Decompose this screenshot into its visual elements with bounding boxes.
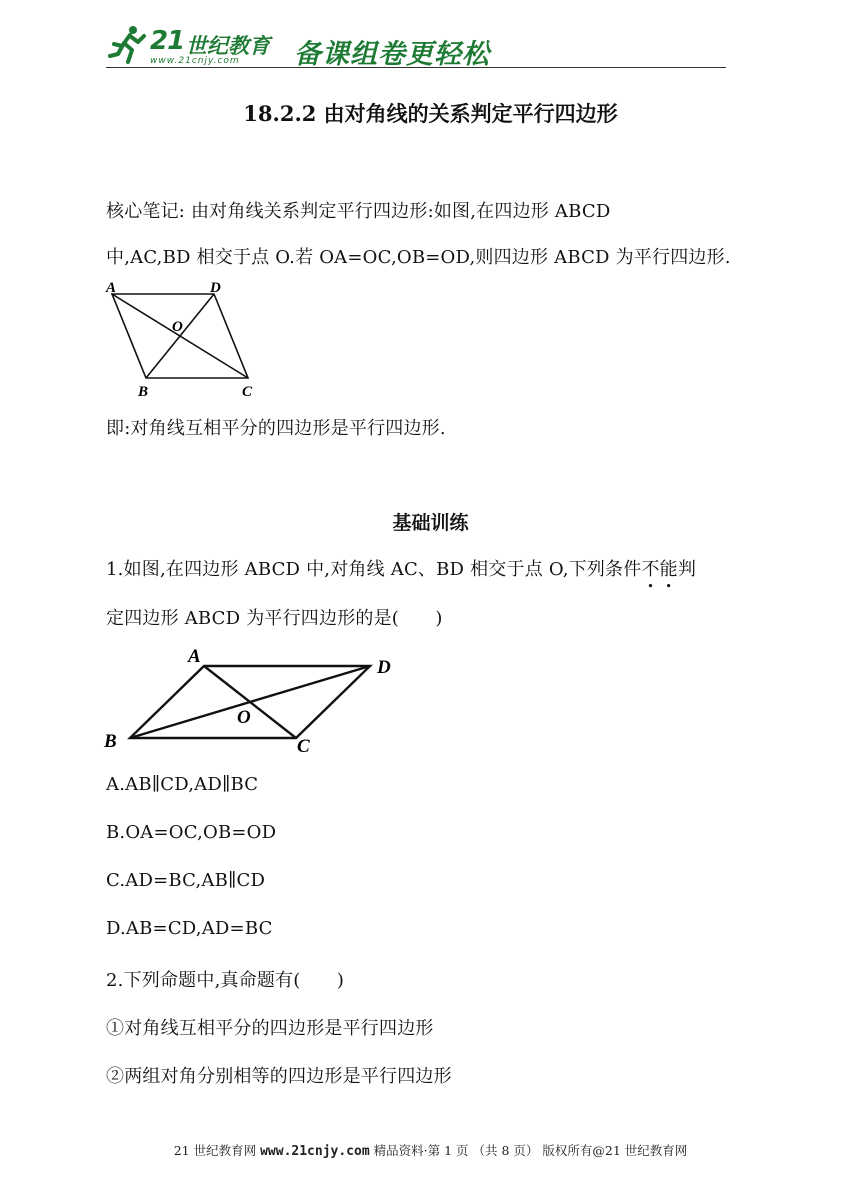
note-line-1: 核心笔记: 由对角线关系判定平行四边形:如图,在四边形 ABCD (106, 201, 611, 222)
q1-emphasis-neng: 能 (659, 559, 678, 580)
header-divider (106, 67, 726, 68)
q1-stem-line-2: 定四边形 ABCD 为平行四边形的是( ) (106, 608, 443, 629)
footer-site: 21 世纪教育网 (173, 1143, 257, 1158)
figure-parallelogram-2 (100, 640, 410, 760)
q1-stem-tail: 判 (677, 559, 697, 580)
note-conclusion: 即:对角线互相平分的四边形是平行四边形. (106, 418, 446, 439)
page-title: 18.2.2 由对角线的关系判定平行四边形 (243, 101, 618, 126)
fig2-label-d: D (377, 657, 391, 678)
q1-option-d: D.AB=CD,AD=BC (106, 918, 273, 939)
note-line-2: 中,AC,BD 相交于点 O.若 OA=OC,OB=OD,则四边形 ABCD 为平行四边形. (106, 247, 731, 268)
fig2-label-b: B (104, 731, 117, 752)
q1-emphasis-bu: 不 (641, 559, 660, 580)
fig1-label-c: C (242, 384, 253, 400)
fig2-label-c: C (297, 736, 310, 757)
fig1-label-d: D (210, 280, 221, 296)
page-footer (0, 1141, 861, 1159)
fig2-label-o: O (237, 707, 251, 728)
logo-url: www.21cnjy.com (150, 56, 240, 66)
q2-item-1: ①对角线互相平分的四边形是平行四边形 (106, 1018, 434, 1039)
runner-logo-icon (106, 22, 150, 66)
q2-stem: 2.下列命题中,真命题有( ) (106, 970, 345, 991)
fig1-label-a: A (106, 280, 117, 296)
q2-item-2: ②两组对角分别相等的四边形是平行四边形 (106, 1066, 452, 1087)
section-title: 基础训练 (392, 512, 469, 534)
logo-number: 21 (150, 26, 185, 56)
fig2-label-a: A (188, 646, 201, 667)
fig1-label-o: O (172, 319, 183, 335)
figure-parallelogram-1 (100, 276, 270, 404)
q1-option-b: B.OA=OC,OB=OD (106, 822, 277, 843)
footer-url[interactable]: www.21cnjy.com (260, 1144, 370, 1159)
q1-stem-line-1 (106, 555, 696, 581)
header-slogan: 备课组卷更轻松 (294, 39, 490, 70)
footer-info: 精品资料·第 1 页 （共 8 页） 版权所有@21 世纪教育网 (373, 1143, 688, 1158)
logo-name: 世纪教育 (186, 34, 270, 58)
q1-stem-text: 1.如图,在四边形 ABCD 中,对角线 AC、BD 相交于点 O,下列条件 (106, 559, 642, 580)
header-logo (106, 22, 726, 70)
fig1-label-b: B (138, 384, 149, 400)
q1-option-a: A.AB∥CD,AD∥BC (106, 774, 259, 795)
q1-option-c: C.AD=BC,AB∥CD (106, 870, 266, 891)
